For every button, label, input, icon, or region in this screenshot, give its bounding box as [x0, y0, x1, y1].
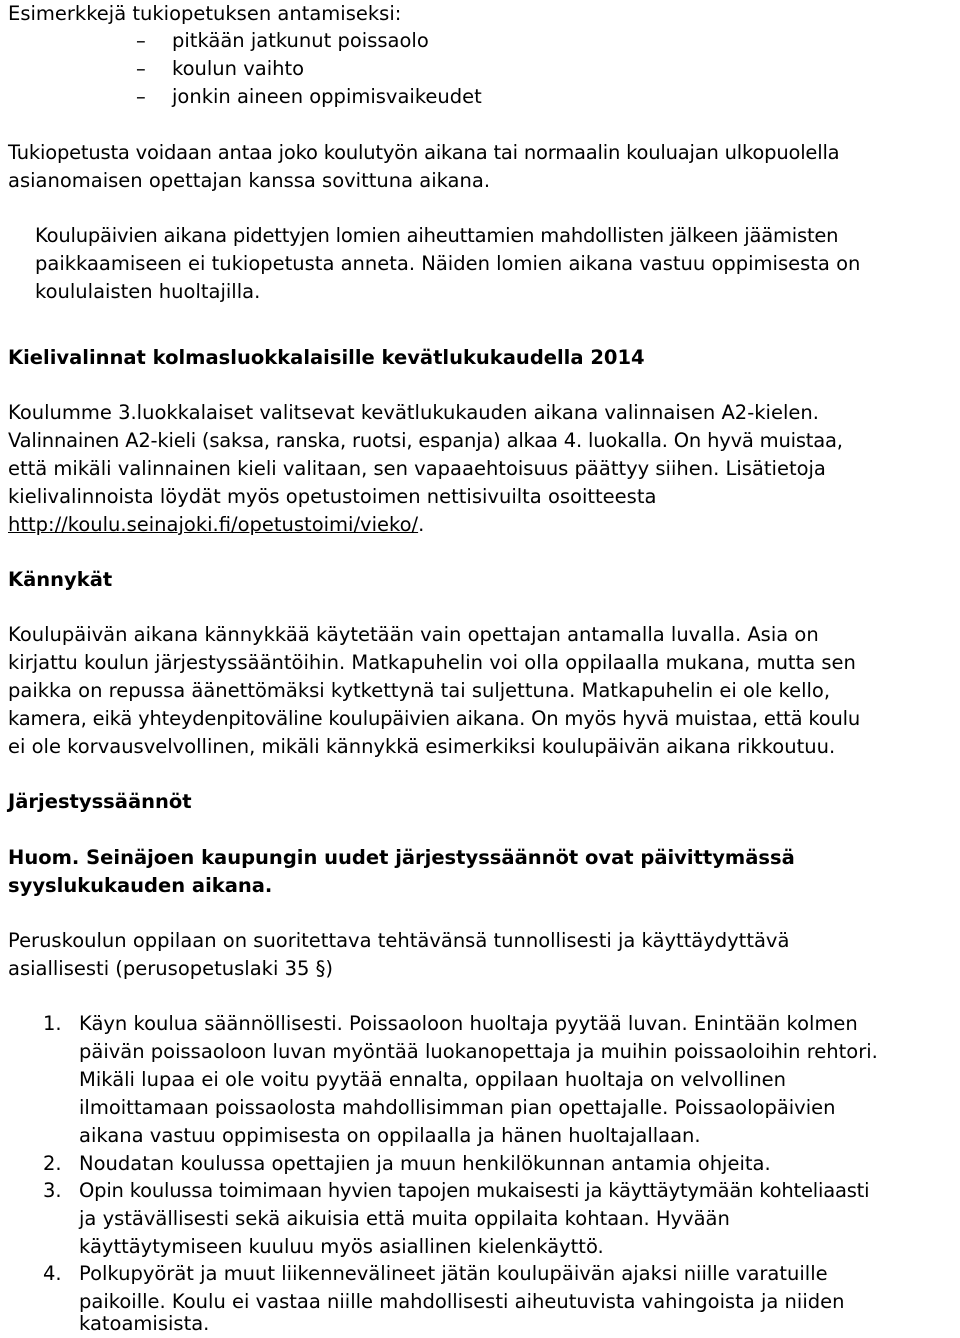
list-dash: – — [136, 85, 146, 108]
section-heading: Kielivalinnat kolmasluokkalaisille kevätlukukaudella 2014 — [8, 346, 645, 369]
list-item-text: koulun vaihto — [172, 57, 305, 80]
list-number: 1. — [43, 1012, 62, 1035]
list-item-text: Noudatan koulussa opettajien ja muun henkilökunnan antamia ohjeita. — [79, 1152, 771, 1175]
paragraph-line: Peruskoulun oppilaan on suoritettava tehtävänsä tunnollisesti ja käyttäydyttävä — [8, 929, 790, 952]
list-item-text: pitkään jatkunut poissaolo — [172, 29, 429, 52]
paragraph-line: asiallisesti (perusopetuslaki 35 §) — [8, 957, 333, 980]
list-item-text: paikoille. Koulu ei vastaa niille mahdollisesti aiheutuvista vahingoista ja niiden — [79, 1290, 845, 1313]
list-item-text: päivän poissaoloon luvan myöntää luokanopettaja ja muihin poissaoloihin rehtori. — [79, 1040, 878, 1063]
list-number: 2. — [43, 1152, 62, 1175]
paragraph-line: Koulumme 3.luokkalaiset valitsevat kevätlukukauden aikana valinnaisen A2-kielen. — [8, 401, 819, 424]
paragraph-line: ei ole korvausvelvollinen, mikäli kännykkä esimerkiksi koulupäivän aikana rikkoutuu. — [8, 735, 836, 758]
paragraph-line: kamera, eikä yhteydenpitoväline koulupäivien aikana. On myös hyvä muistaa, että koulu — [8, 707, 861, 730]
list-item-text: Käyn koulua säännöllisesti. Poissaoloon huoltaja pyytää luvan. Enintään kolmen — [79, 1012, 858, 1035]
list-item-text: Polkupyörät ja muut liikennevälineet jätän koulupäivän ajaksi niille varatuille — [79, 1262, 828, 1285]
paragraph-line: asianomaisen opettajan kanssa sovittuna aikana. — [8, 169, 491, 192]
paragraph-line: kielivalinnoista löydät myös opetustoimen nettisivuilta osoitteesta — [8, 485, 657, 508]
paragraph-line: koululaisten huoltajilla. — [35, 280, 261, 303]
notice-line: syyslukukauden aikana. — [8, 874, 273, 897]
paragraph-line: Tukiopetusta voidaan antaa joko koulutyön aikana tai normaalin kouluajan ulkopuolella — [8, 141, 840, 164]
list-item-text: katoamisista. — [79, 1312, 210, 1335]
list-dash: – — [136, 57, 146, 80]
list-item-text: käyttäytymiseen kuuluu myös asiallinen kielenkäyttö. — [79, 1235, 604, 1258]
list-item-text: ilmoittamaan poissaolosta mahdollisimman pian opettajalle. Poissaolopäivien — [79, 1096, 836, 1119]
paragraph-line: Koulupäivien aikana pidettyjen lomien aiheuttamien mahdollisten jälkeen jäämisten — [35, 224, 839, 247]
notice-line: Huom. Seinäjoen kaupungin uudet järjestyssäännöt ovat päivittymässä — [8, 846, 795, 869]
list-number: 4. — [43, 1262, 62, 1285]
paragraph-line: Koulupäivän aikana kännykkää käytetään vain opettajan antamalla luvalla. Asia on — [8, 623, 819, 646]
list-item-text: Opin koulussa toimimaan hyvien tapojen mukaisesti ja käyttäytymään kohteliaasti — [79, 1179, 870, 1202]
section-heading: Järjestyssäännöt — [8, 790, 192, 813]
list-item-text: aikana vastuu oppimisesta on oppilaalla ja hänen huoltajallaan. — [79, 1124, 701, 1147]
link-line — [8, 511, 424, 539]
paragraph-line: kirjattu koulun järjestyssääntöihin. Matkapuhelin voi olla oppilaalla mukana, mutta sen — [8, 651, 856, 674]
section-heading: Kännykät — [8, 568, 113, 591]
paragraph-line: paikkaamiseen ei tukiopetusta anneta. Näiden lomien aikana vastuu oppimisesta on — [35, 252, 861, 275]
paragraph-line: että mikäli valinnainen kieli valitaan, sen vapaaehtoisuus päättyy siihen. Lisätietoja — [8, 457, 826, 480]
list-item-text: jonkin aineen oppimisvaikeudet — [172, 85, 482, 108]
opetustoimi-link[interactable]: http://koulu.seinajoki.fi/opetustoimi/vieko/ — [8, 513, 419, 536]
paragraph-line: paikka on repussa äänettömäksi kytkettynä tai suljettuna. Matkapuhelin ei ole kello, — [8, 679, 831, 702]
list-dash: – — [136, 29, 146, 52]
examples-heading: Esimerkkejä tukiopetuksen antamiseksi: — [8, 2, 402, 25]
list-item-text: Mikäli lupaa ei ole voitu pyytää ennalta, oppilaan huoltaja on velvollinen — [79, 1068, 787, 1091]
link-suffix: . — [418, 513, 425, 536]
list-item-text: ja ystävällisesti sekä aikuisia että muita oppilaita kohtaan. Hyvään — [79, 1207, 730, 1230]
paragraph-line: Valinnainen A2-kieli (saksa, ranska, ruotsi, espanja) alkaa 4. luokalla. On hyvä muistaa, — [8, 429, 843, 452]
list-number: 3. — [43, 1179, 62, 1202]
